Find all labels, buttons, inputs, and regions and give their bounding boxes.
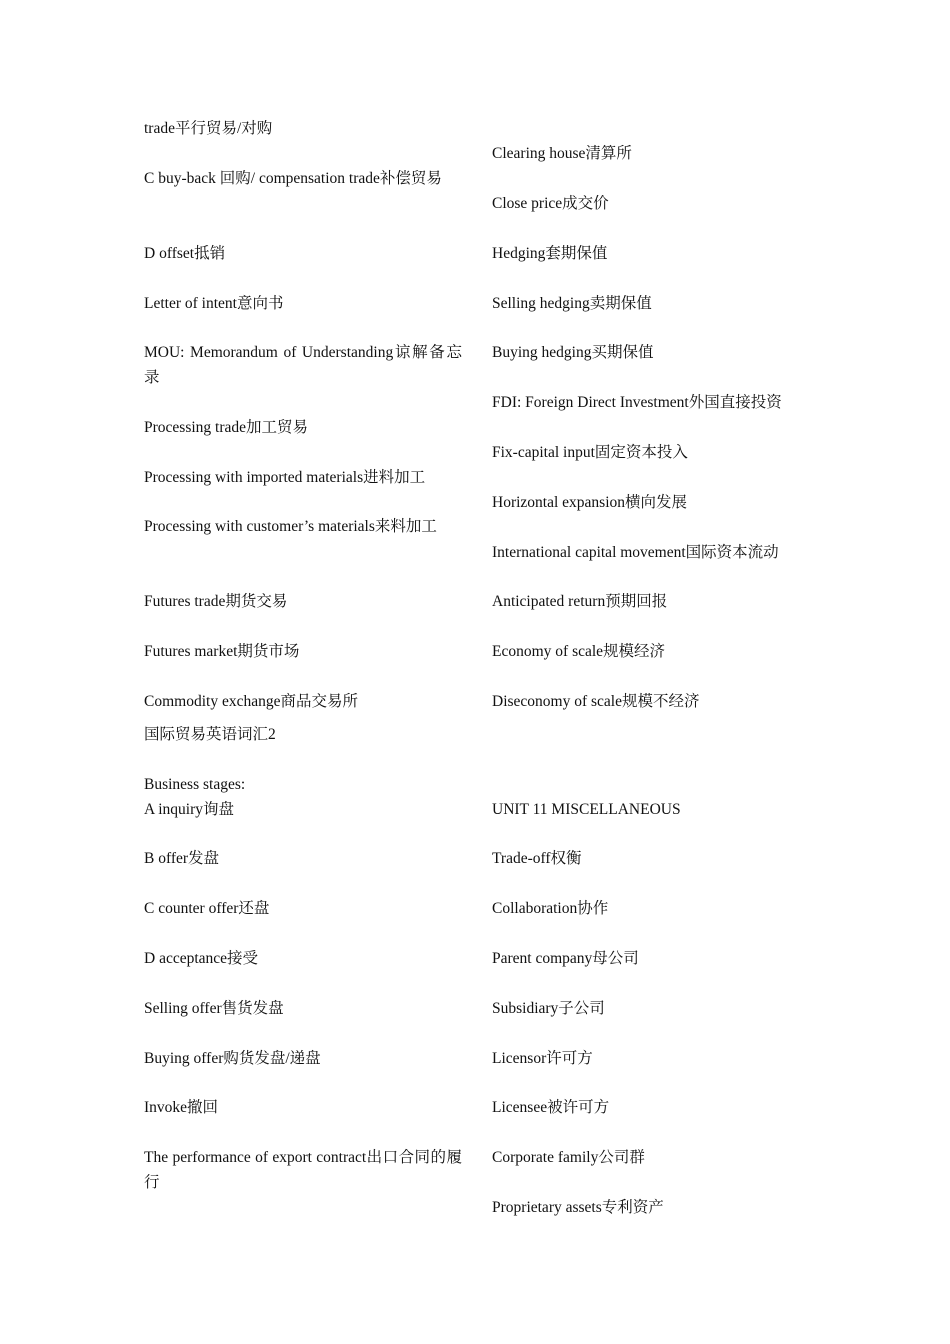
unit-heading: UNIT 11 MISCELLANEOUS <box>492 801 681 818</box>
glossary-entry: Futures trade期货交易 <box>144 593 288 610</box>
glossary-entry: C buy-back 回购/ compensation trade补偿贸易 <box>144 170 442 187</box>
glossary-entry: Clearing house清算所 <box>492 145 632 162</box>
glossary-entry: Processing with customer’s materials来料加工 <box>144 518 437 535</box>
glossary-entry: Processing trade加工贸易 <box>144 419 309 436</box>
glossary-entry: C counter offer还盘 <box>144 900 270 917</box>
glossary-entry: Buying hedging买期保值 <box>492 344 654 361</box>
glossary-entry: Buying offer购货发盘/递盘 <box>144 1050 321 1067</box>
glossary-entry: Commodity exchange商品交易所 <box>144 693 358 710</box>
glossary-entry: Futures market期货市场 <box>144 643 300 660</box>
glossary-entry: Subsidiary子公司 <box>492 1000 605 1017</box>
glossary-entry: FDI: Foreign Direct Investment外国直接投资 <box>492 394 782 411</box>
glossary-entry: Trade-off权衡 <box>492 850 582 867</box>
glossary-entry: Parent company母公司 <box>492 950 639 967</box>
section-heading: 国际贸易英语词汇2 <box>144 726 276 743</box>
glossary-entry: Letter of intent意向书 <box>144 295 284 312</box>
glossary-entry: Corporate family公司群 <box>492 1149 645 1166</box>
glossary-entry: Economy of scale规模经济 <box>492 643 666 660</box>
glossary-entry: Fix-capital input固定资本投入 <box>492 444 688 461</box>
glossary-entry: Proprietary assets专利资产 <box>492 1199 664 1216</box>
glossary-entry: Processing with imported materials进料加工 <box>144 469 426 486</box>
glossary-entry: Horizontal expansion横向发展 <box>492 494 688 511</box>
glossary-entry: trade平行贸易/对购 <box>144 120 273 137</box>
glossary-entry: Licensee被许可方 <box>492 1099 610 1116</box>
glossary-entry: The performance of export contract出口合同的履行 <box>144 1149 462 1191</box>
glossary-entry: Close price成交价 <box>492 195 609 212</box>
glossary-entry: Invoke撤回 <box>144 1099 219 1116</box>
glossary-entry: A inquiry询盘 <box>144 801 234 818</box>
glossary-entry: Business stages: <box>144 776 246 793</box>
glossary-entry: Diseconomy of scale规模不经济 <box>492 693 700 710</box>
glossary-entry: B offer发盘 <box>144 850 220 867</box>
glossary-entry: D offset抵销 <box>144 245 226 262</box>
glossary-entry: Selling offer售货发盘 <box>144 1000 284 1017</box>
glossary-entry: Selling hedging卖期保值 <box>492 295 652 312</box>
glossary-entry: Anticipated return预期回报 <box>492 593 668 610</box>
glossary-entry: D acceptance接受 <box>144 950 259 967</box>
glossary-entry: Hedging套期保值 <box>492 245 608 262</box>
glossary-entry: MOU: Memorandum of Understanding谅解备忘录 <box>144 344 462 386</box>
glossary-entry: Licensor许可方 <box>492 1050 593 1067</box>
glossary-entry: Collaboration协作 <box>492 900 609 917</box>
glossary-entry: International capital movement国际资本流动 <box>492 544 779 561</box>
